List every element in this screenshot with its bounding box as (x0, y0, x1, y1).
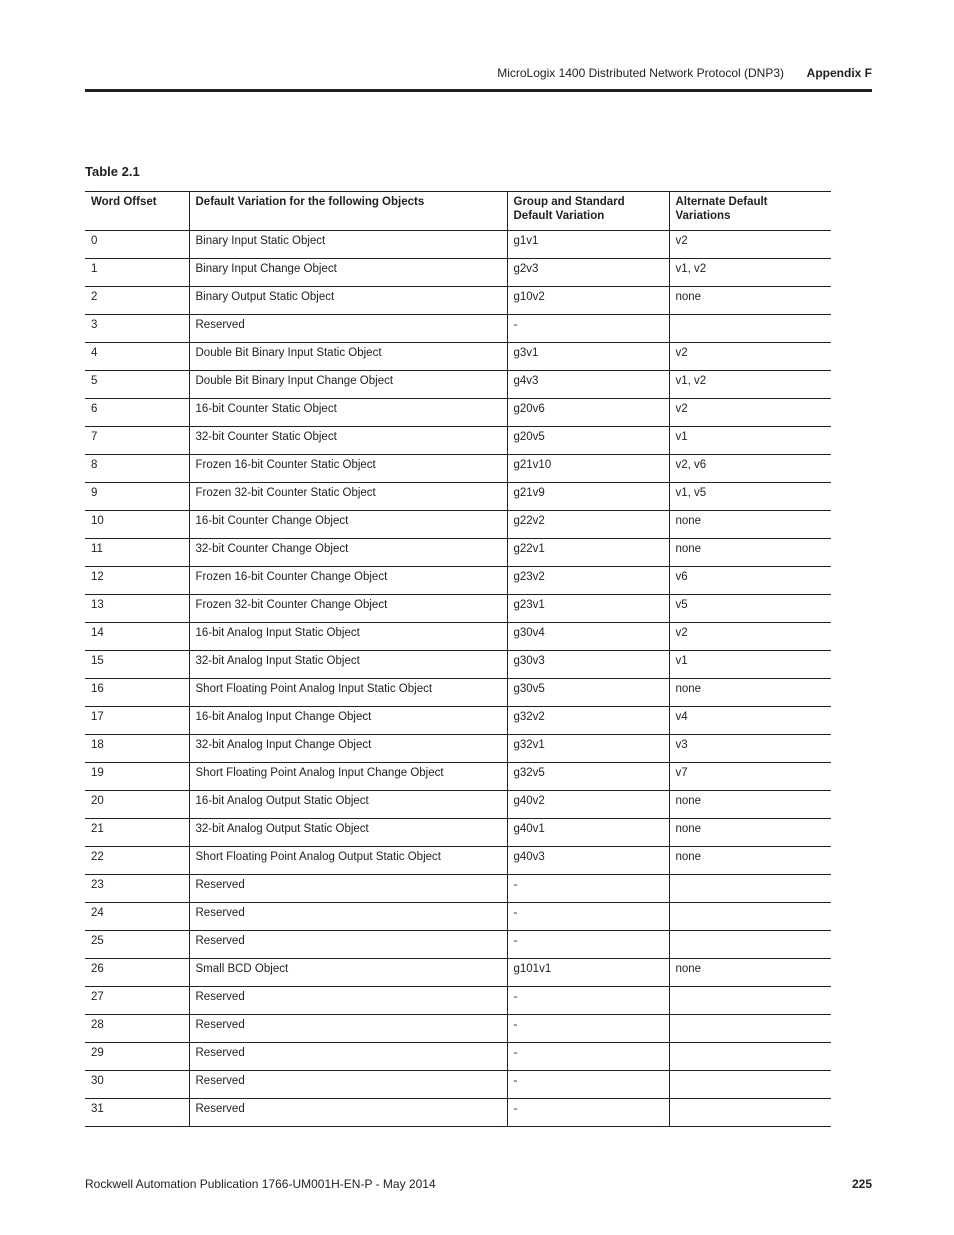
table-row (85, 1071, 831, 1099)
cell-object-description: 32-bit Counter Change Object (189, 539, 507, 567)
cell-default-variation: - (507, 1015, 669, 1043)
cell-object-description: Reserved (189, 931, 507, 959)
table-body (85, 231, 831, 1127)
column-header-alternate-default (669, 192, 831, 231)
cell-alternate-variations (669, 1043, 831, 1071)
cell-default-variation: g32v5 (507, 763, 669, 791)
cell-word-offset: 3 (85, 315, 189, 343)
cell-object-description: 16-bit Analog Input Static Object (189, 623, 507, 651)
cell-word-offset: 25 (85, 931, 189, 959)
cell-word-offset: 23 (85, 875, 189, 903)
cell-object-description: Double Bit Binary Input Change Object (189, 371, 507, 399)
cell-default-variation: g22v1 (507, 539, 669, 567)
cell-default-variation: g30v4 (507, 623, 669, 651)
table-row (85, 483, 831, 511)
cell-word-offset: 31 (85, 1099, 189, 1127)
cell-object-description: Frozen 16-bit Counter Change Object (189, 567, 507, 595)
appendix-label: Appendix F (806, 66, 872, 80)
cell-default-variation: g3v1 (507, 343, 669, 371)
cell-default-variation: g32v2 (507, 707, 669, 735)
table-row (85, 735, 831, 763)
cell-object-description: 16-bit Counter Change Object (189, 511, 507, 539)
table-row (85, 875, 831, 903)
table-row (85, 959, 831, 987)
table-row (85, 791, 831, 819)
column-header-line: Word Offset (91, 196, 157, 208)
cell-word-offset: 29 (85, 1043, 189, 1071)
cell-default-variation: g22v2 (507, 511, 669, 539)
cell-alternate-variations: none (669, 819, 831, 847)
cell-alternate-variations (669, 1015, 831, 1043)
cell-default-variation: g21v10 (507, 455, 669, 483)
cell-default-variation: g23v1 (507, 595, 669, 623)
cell-word-offset: 21 (85, 819, 189, 847)
cell-default-variation: g40v1 (507, 819, 669, 847)
cell-object-description: 16-bit Analog Output Static Object (189, 791, 507, 819)
cell-word-offset: 20 (85, 791, 189, 819)
cell-alternate-variations: v3 (669, 735, 831, 763)
cell-object-description: Reserved (189, 875, 507, 903)
table-row (85, 343, 831, 371)
cell-alternate-variations: v1, v5 (669, 483, 831, 511)
cell-word-offset: 19 (85, 763, 189, 791)
cell-alternate-variations: v2 (669, 623, 831, 651)
table-row (85, 651, 831, 679)
cell-word-offset: 12 (85, 567, 189, 595)
cell-default-variation: - (507, 931, 669, 959)
cell-default-variation: g30v3 (507, 651, 669, 679)
table-row (85, 511, 831, 539)
cell-default-variation: g23v2 (507, 567, 669, 595)
cell-object-description: Short Floating Point Analog Input Change Object (189, 763, 507, 791)
cell-word-offset: 28 (85, 1015, 189, 1043)
cell-object-description: Reserved (189, 1071, 507, 1099)
page-header (85, 62, 872, 84)
cell-word-offset: 15 (85, 651, 189, 679)
cell-alternate-variations (669, 1071, 831, 1099)
cell-alternate-variations: none (669, 959, 831, 987)
cell-default-variation: - (507, 875, 669, 903)
cell-word-offset: 17 (85, 707, 189, 735)
page-number: 225 (851, 1177, 872, 1191)
cell-default-variation: g4v3 (507, 371, 669, 399)
cell-alternate-variations: none (669, 539, 831, 567)
table-row (85, 1099, 831, 1127)
cell-object-description: Reserved (189, 903, 507, 931)
cell-default-variation: g101v1 (507, 959, 669, 987)
cell-alternate-variations: v7 (669, 763, 831, 791)
cell-alternate-variations (669, 987, 831, 1015)
cell-alternate-variations (669, 1099, 831, 1127)
cell-word-offset: 11 (85, 539, 189, 567)
cell-word-offset: 7 (85, 427, 189, 455)
cell-alternate-variations: v2 (669, 343, 831, 371)
column-header-group-standard (507, 192, 669, 231)
cell-alternate-variations: v2 (669, 231, 831, 259)
cell-alternate-variations: none (669, 511, 831, 539)
cell-word-offset: 6 (85, 399, 189, 427)
cell-alternate-variations: none (669, 679, 831, 707)
cell-word-offset: 30 (85, 1071, 189, 1099)
column-header-line: Default Variation (513, 210, 605, 222)
cell-word-offset: 26 (85, 959, 189, 987)
table-row (85, 567, 831, 595)
cell-object-description: Reserved (189, 1043, 507, 1071)
cell-word-offset: 1 (85, 259, 189, 287)
header-divider (85, 89, 872, 92)
cell-word-offset: 24 (85, 903, 189, 931)
cell-object-description: Reserved (189, 1015, 507, 1043)
table-title: Table 2.1 (85, 164, 140, 179)
cell-alternate-variations: none (669, 791, 831, 819)
cell-alternate-variations (669, 315, 831, 343)
cell-word-offset: 18 (85, 735, 189, 763)
publication-info: Rockwell Automation Publication 1766-UM001H-EN-P - May 2014 (85, 1177, 436, 1191)
cell-object-description: 32-bit Analog Input Change Object (189, 735, 507, 763)
cell-object-description: Reserved (189, 987, 507, 1015)
table-row (85, 707, 831, 735)
cell-alternate-variations: v4 (669, 707, 831, 735)
document-title: MicroLogix 1400 Distributed Network Protocol (DNP3) (497, 66, 784, 80)
cell-word-offset: 0 (85, 231, 189, 259)
cell-object-description: Double Bit Binary Input Static Object (189, 343, 507, 371)
cell-word-offset: 8 (85, 455, 189, 483)
table-row (85, 819, 831, 847)
cell-word-offset: 27 (85, 987, 189, 1015)
cell-default-variation: g20v5 (507, 427, 669, 455)
cell-object-description: Binary Input Static Object (189, 231, 507, 259)
table-row (85, 371, 831, 399)
cell-default-variation: g32v1 (507, 735, 669, 763)
table-row (85, 539, 831, 567)
table-row (85, 1015, 831, 1043)
table-row (85, 847, 831, 875)
cell-default-variation: g21v9 (507, 483, 669, 511)
cell-alternate-variations (669, 931, 831, 959)
table-row (85, 427, 831, 455)
cell-object-description: Frozen 32-bit Counter Static Object (189, 483, 507, 511)
cell-word-offset: 16 (85, 679, 189, 707)
cell-default-variation: g30v5 (507, 679, 669, 707)
cell-object-description: Small BCD Object (189, 959, 507, 987)
cell-default-variation: g40v3 (507, 847, 669, 875)
cell-default-variation: - (507, 987, 669, 1015)
cell-default-variation: - (507, 1043, 669, 1071)
cell-default-variation: g20v6 (507, 399, 669, 427)
cell-object-description: Binary Output Static Object (189, 287, 507, 315)
cell-word-offset: 10 (85, 511, 189, 539)
table-row (85, 399, 831, 427)
cell-object-description: 32-bit Analog Input Static Object (189, 651, 507, 679)
cell-object-description: 32-bit Counter Static Object (189, 427, 507, 455)
cell-alternate-variations: none (669, 847, 831, 875)
table-row (85, 763, 831, 791)
cell-alternate-variations: v1, v2 (669, 259, 831, 287)
cell-alternate-variations (669, 903, 831, 931)
cell-word-offset: 5 (85, 371, 189, 399)
cell-default-variation: - (507, 903, 669, 931)
column-header-line: Alternate Default (675, 196, 768, 208)
cell-alternate-variations: v6 (669, 567, 831, 595)
cell-default-variation: g2v3 (507, 259, 669, 287)
column-header-word-offset (85, 192, 189, 231)
cell-word-offset: 22 (85, 847, 189, 875)
cell-default-variation: g40v2 (507, 791, 669, 819)
cell-object-description: Binary Input Change Object (189, 259, 507, 287)
table-row (85, 455, 831, 483)
cell-alternate-variations (669, 875, 831, 903)
table-row (85, 315, 831, 343)
cell-alternate-variations: v1, v2 (669, 371, 831, 399)
cell-alternate-variations: v5 (669, 595, 831, 623)
page-footer (85, 1174, 872, 1194)
cell-alternate-variations: v1 (669, 427, 831, 455)
cell-object-description: 32-bit Analog Output Static Object (189, 819, 507, 847)
cell-word-offset: 2 (85, 287, 189, 315)
cell-word-offset: 14 (85, 623, 189, 651)
cell-object-description: Short Floating Point Analog Output Static Object (189, 847, 507, 875)
cell-word-offset: 9 (85, 483, 189, 511)
table-row (85, 987, 831, 1015)
cell-object-description: Frozen 16-bit Counter Static Object (189, 455, 507, 483)
table-row (85, 231, 831, 259)
column-header-line: Default Variation for the following Objects (195, 196, 425, 208)
cell-word-offset: 13 (85, 595, 189, 623)
table-header-row (85, 192, 831, 231)
table-row (85, 623, 831, 651)
cell-word-offset: 4 (85, 343, 189, 371)
table-row (85, 259, 831, 287)
column-header-line: Variations (675, 210, 731, 222)
table-row (85, 1043, 831, 1071)
table-row (85, 679, 831, 707)
cell-default-variation: g10v2 (507, 287, 669, 315)
cell-object-description: Short Floating Point Analog Input Static Object (189, 679, 507, 707)
cell-alternate-variations: none (669, 287, 831, 315)
column-header-line: Group and Standard (513, 196, 625, 208)
cell-object-description: Reserved (189, 315, 507, 343)
cell-object-description: 16-bit Analog Input Change Object (189, 707, 507, 735)
table-row (85, 595, 831, 623)
default-variation-table (85, 191, 831, 1127)
cell-object-description: Frozen 32-bit Counter Change Object (189, 595, 507, 623)
cell-default-variation: - (507, 1099, 669, 1127)
cell-object-description: Reserved (189, 1099, 507, 1127)
cell-alternate-variations: v2 (669, 399, 831, 427)
cell-alternate-variations: v1 (669, 651, 831, 679)
cell-object-description: 16-bit Counter Static Object (189, 399, 507, 427)
cell-default-variation: g1v1 (507, 231, 669, 259)
table-row (85, 287, 831, 315)
column-header-default-variation (189, 192, 507, 231)
cell-default-variation: - (507, 1071, 669, 1099)
cell-default-variation: - (507, 315, 669, 343)
table-row (85, 931, 831, 959)
cell-alternate-variations: v2, v6 (669, 455, 831, 483)
table-row (85, 903, 831, 931)
